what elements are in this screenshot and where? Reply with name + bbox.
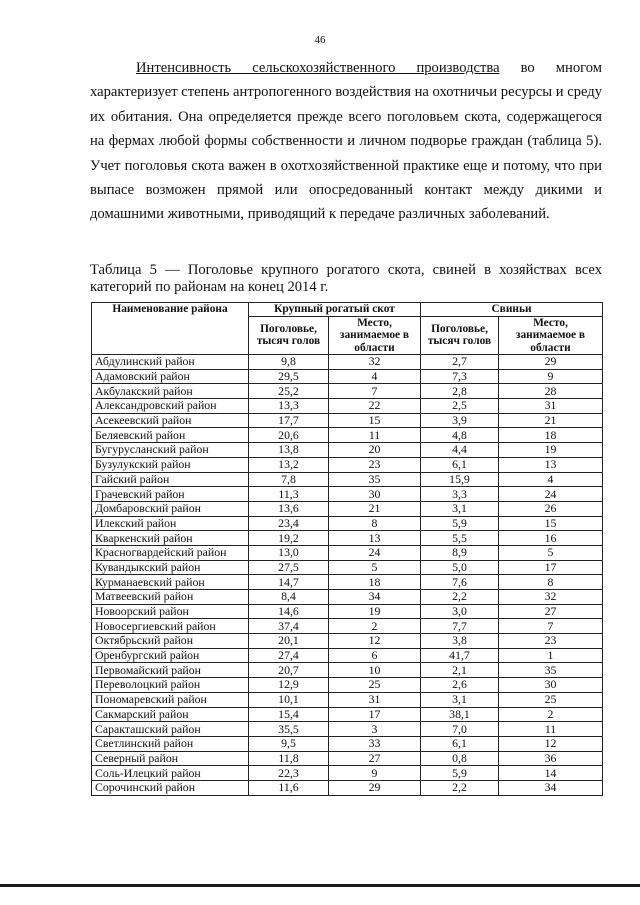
district-name-cell: Соль-Илецкий район <box>92 766 249 781</box>
cattle-rank-cell: 6 <box>329 648 421 663</box>
pigs-count-cell: 4,8 <box>421 428 499 443</box>
pigs-rank-cell: 7 <box>499 619 603 634</box>
pigs-count-cell: 2,5 <box>421 399 499 414</box>
cattle-count-cell: 9,5 <box>249 736 329 751</box>
district-name-cell: Новосергиевский район <box>92 619 249 634</box>
cattle-rank-cell: 4 <box>329 369 421 384</box>
table-row <box>92 501 603 516</box>
pigs-rank-cell: 29 <box>499 355 603 370</box>
pigs-rank-cell: 25 <box>499 692 603 707</box>
page-number: 46 <box>314 34 326 46</box>
table-row <box>92 575 603 590</box>
district-name-cell: Красногвардейский район <box>92 545 249 560</box>
cattle-count-cell: 23,4 <box>249 516 329 531</box>
paragraph-text: во многом характеризует степень антропогенного воздействия на охотничьи ресурсы и среду их обитания. Она определяется прежде всего поголовьем скота, содержащегося на фермах любой формы собственности и личном подворье граждан (таблица 5). Учет поголовья скота важен в охотхозяйственной практике еще и потому, что при выпасе возможен прямой или опосредованный контакт между дикими и домашними животными, приводящий к передаче различных заболеваний. <box>90 60 602 223</box>
cattle-rank-cell: 3 <box>329 722 421 737</box>
pigs-count-cell: 5,9 <box>421 766 499 781</box>
pigs-count-cell: 38,1 <box>421 707 499 722</box>
table-row <box>92 751 603 766</box>
pigs-rank-cell: 16 <box>499 531 603 546</box>
pigs-count-cell: 5,5 <box>421 531 499 546</box>
pigs-rank-cell: 1 <box>499 648 603 663</box>
cattle-count-cell: 14,6 <box>249 604 329 619</box>
pigs-count-cell: 7,7 <box>421 619 499 634</box>
header-pigs-group: Свиньи <box>421 303 603 317</box>
cattle-count-cell: 20,1 <box>249 634 329 649</box>
pigs-rank-cell: 13 <box>499 457 603 472</box>
pigs-count-cell: 5,0 <box>421 560 499 575</box>
cattle-rank-cell: 12 <box>329 634 421 649</box>
district-name-cell: Сакмарский район <box>92 707 249 722</box>
district-name-cell: Адамовский район <box>92 369 249 384</box>
district-name-cell: Бузулукский район <box>92 457 249 472</box>
pigs-rank-cell: 35 <box>499 663 603 678</box>
table-row <box>92 428 603 443</box>
table-row <box>92 604 603 619</box>
pigs-rank-cell: 23 <box>499 634 603 649</box>
table-row <box>92 516 603 531</box>
pigs-count-cell: 7,6 <box>421 575 499 590</box>
pigs-rank-cell: 14 <box>499 766 603 781</box>
table-row <box>92 399 603 414</box>
table-caption: Таблица 5 — Поголовье крупного рогатого скота, свиней в хозяйствах всех категорий по районам на конец 2014 г. <box>90 262 602 295</box>
pigs-rank-cell: 32 <box>499 590 603 605</box>
district-name-cell: Акбулакский район <box>92 384 249 399</box>
cattle-count-cell: 10,1 <box>249 692 329 707</box>
table-row <box>92 355 603 370</box>
pigs-count-cell: 3,0 <box>421 604 499 619</box>
table-row <box>92 472 603 487</box>
cattle-rank-cell: 20 <box>329 443 421 458</box>
cattle-count-cell: 7,8 <box>249 472 329 487</box>
pigs-rank-cell: 11 <box>499 722 603 737</box>
cattle-rank-cell: 2 <box>329 619 421 634</box>
cattle-rank-cell: 34 <box>329 590 421 605</box>
table-row <box>92 560 603 575</box>
pigs-count-cell: 4,4 <box>421 443 499 458</box>
district-name-cell: Новоорский район <box>92 604 249 619</box>
cattle-count-cell: 13,0 <box>249 545 329 560</box>
district-name-cell: Кваркенский район <box>92 531 249 546</box>
cattle-rank-cell: 30 <box>329 487 421 502</box>
table-row <box>92 692 603 707</box>
pigs-count-cell: 0,8 <box>421 751 499 766</box>
cattle-rank-cell: 13 <box>329 531 421 546</box>
pigs-count-cell: 41,7 <box>421 648 499 663</box>
district-name-cell: Кувандыкский район <box>92 560 249 575</box>
cattle-rank-cell: 10 <box>329 663 421 678</box>
cattle-count-cell: 22,3 <box>249 766 329 781</box>
cattle-count-cell: 11,6 <box>249 780 329 795</box>
table-row <box>92 443 603 458</box>
pigs-rank-cell: 26 <box>499 501 603 516</box>
pigs-rank-cell: 31 <box>499 399 603 414</box>
pigs-rank-cell: 12 <box>499 736 603 751</box>
cattle-count-cell: 11,3 <box>249 487 329 502</box>
cattle-count-cell: 25,2 <box>249 384 329 399</box>
pigs-count-cell: 2,1 <box>421 663 499 678</box>
cattle-rank-cell: 31 <box>329 692 421 707</box>
table-row <box>92 707 603 722</box>
cattle-rank-cell: 35 <box>329 472 421 487</box>
table-row <box>92 780 603 795</box>
district-name-cell: Гайский район <box>92 472 249 487</box>
table-row <box>92 766 603 781</box>
table-row <box>92 722 603 737</box>
pigs-count-cell: 3,8 <box>421 634 499 649</box>
pigs-rank-cell: 21 <box>499 413 603 428</box>
cattle-rank-cell: 21 <box>329 501 421 516</box>
cattle-rank-cell: 15 <box>329 413 421 428</box>
cattle-count-cell: 27,4 <box>249 648 329 663</box>
cattle-count-cell: 9,8 <box>249 355 329 370</box>
cattle-rank-cell: 11 <box>329 428 421 443</box>
cattle-rank-cell: 7 <box>329 384 421 399</box>
cattle-rank-cell: 32 <box>329 355 421 370</box>
header-cattle-count: Поголовье, тысяч голов <box>249 316 329 355</box>
cattle-rank-cell: 19 <box>329 604 421 619</box>
table-row <box>92 634 603 649</box>
pigs-count-cell: 7,0 <box>421 722 499 737</box>
cattle-count-cell: 35,5 <box>249 722 329 737</box>
pigs-rank-cell: 36 <box>499 751 603 766</box>
pigs-count-cell: 2,2 <box>421 590 499 605</box>
table-row <box>92 619 603 634</box>
cattle-count-cell: 13,2 <box>249 457 329 472</box>
table-row <box>92 487 603 502</box>
cattle-rank-cell: 17 <box>329 707 421 722</box>
header-pigs-count: Поголовье, тысяч голов <box>421 316 499 355</box>
pigs-rank-cell: 30 <box>499 678 603 693</box>
pigs-count-cell: 7,3 <box>421 369 499 384</box>
table-row <box>92 678 603 693</box>
cattle-count-cell: 17,7 <box>249 413 329 428</box>
table-row <box>92 369 603 384</box>
district-name-cell: Беляевский район <box>92 428 249 443</box>
table-row <box>92 736 603 751</box>
cattle-rank-cell: 24 <box>329 545 421 560</box>
pigs-rank-cell: 8 <box>499 575 603 590</box>
pigs-count-cell: 2,2 <box>421 780 499 795</box>
cattle-rank-cell: 5 <box>329 560 421 575</box>
pigs-rank-cell: 27 <box>499 604 603 619</box>
cattle-count-cell: 20,7 <box>249 663 329 678</box>
pigs-count-cell: 8,9 <box>421 545 499 560</box>
cattle-rank-cell: 23 <box>329 457 421 472</box>
table-row <box>92 590 603 605</box>
pigs-count-cell: 15,9 <box>421 472 499 487</box>
footer-divider <box>0 884 640 887</box>
district-name-cell: Бугурусланский район <box>92 443 249 458</box>
pigs-count-cell: 6,1 <box>421 736 499 751</box>
cattle-count-cell: 13,3 <box>249 399 329 414</box>
table-row <box>92 545 603 560</box>
header-cattle-group: Крупный рогатый скот <box>249 303 421 317</box>
cattle-count-cell: 8,4 <box>249 590 329 605</box>
district-name-cell: Сорочинский район <box>92 780 249 795</box>
paragraph-underlined-text: Интенсивность сельскохозяйственного производства <box>136 60 500 76</box>
table-row <box>92 531 603 546</box>
table-body <box>92 355 603 796</box>
cattle-rank-cell: 27 <box>329 751 421 766</box>
cattle-count-cell: 11,8 <box>249 751 329 766</box>
district-name-cell: Абдулинский район <box>92 355 249 370</box>
cattle-count-cell: 14,7 <box>249 575 329 590</box>
district-name-cell: Курманаевский район <box>92 575 249 590</box>
cattle-count-cell: 15,4 <box>249 707 329 722</box>
header-pigs-rank: Место, занимаемое в области <box>499 316 603 355</box>
pigs-count-cell: 6,1 <box>421 457 499 472</box>
pigs-rank-cell: 2 <box>499 707 603 722</box>
pigs-rank-cell: 18 <box>499 428 603 443</box>
header-cattle-rank: Место, занимаемое в области <box>329 316 421 355</box>
district-name-cell: Илекский район <box>92 516 249 531</box>
cattle-count-cell: 13,6 <box>249 501 329 516</box>
table-row <box>92 384 603 399</box>
cattle-count-cell: 19,2 <box>249 531 329 546</box>
pigs-rank-cell: 9 <box>499 369 603 384</box>
district-name-cell: Матвеевский район <box>92 590 249 605</box>
pigs-count-cell: 3,9 <box>421 413 499 428</box>
cattle-rank-cell: 29 <box>329 780 421 795</box>
pigs-rank-cell: 24 <box>499 487 603 502</box>
pigs-rank-cell: 19 <box>499 443 603 458</box>
table-row <box>92 663 603 678</box>
district-name-cell: Пономаревский район <box>92 692 249 707</box>
cattle-rank-cell: 18 <box>329 575 421 590</box>
district-name-cell: Северный район <box>92 751 249 766</box>
district-name-cell: Саракташский район <box>92 722 249 737</box>
pigs-rank-cell: 17 <box>499 560 603 575</box>
cattle-rank-cell: 8 <box>329 516 421 531</box>
cattle-count-cell: 20,6 <box>249 428 329 443</box>
pigs-count-cell: 2,8 <box>421 384 499 399</box>
district-name-cell: Александровский район <box>92 399 249 414</box>
pigs-count-cell: 3,3 <box>421 487 499 502</box>
cattle-count-cell: 29,5 <box>249 369 329 384</box>
district-name-cell: Грачевский район <box>92 487 249 502</box>
district-name-cell: Переволоцкий район <box>92 678 249 693</box>
cattle-count-cell: 37,4 <box>249 619 329 634</box>
body-paragraph <box>90 56 602 227</box>
pigs-rank-cell: 28 <box>499 384 603 399</box>
district-name-cell: Домбаровский район <box>92 501 249 516</box>
district-name-cell: Асекеевский район <box>92 413 249 428</box>
table-row <box>92 648 603 663</box>
pigs-count-cell: 5,9 <box>421 516 499 531</box>
pigs-count-cell: 2,7 <box>421 355 499 370</box>
table-header-row-1 <box>92 303 603 317</box>
cattle-rank-cell: 33 <box>329 736 421 751</box>
cattle-count-cell: 12,9 <box>249 678 329 693</box>
header-district: Наименование района <box>92 303 249 355</box>
pigs-rank-cell: 15 <box>499 516 603 531</box>
cattle-count-cell: 27,5 <box>249 560 329 575</box>
cattle-rank-cell: 22 <box>329 399 421 414</box>
district-name-cell: Первомайский район <box>92 663 249 678</box>
pigs-rank-cell: 4 <box>499 472 603 487</box>
district-name-cell: Оренбургский район <box>92 648 249 663</box>
pigs-rank-cell: 5 <box>499 545 603 560</box>
pigs-rank-cell: 34 <box>499 780 603 795</box>
table-row <box>92 413 603 428</box>
cattle-rank-cell: 9 <box>329 766 421 781</box>
district-name-cell: Светлинский район <box>92 736 249 751</box>
pigs-count-cell: 2,6 <box>421 678 499 693</box>
cattle-rank-cell: 25 <box>329 678 421 693</box>
pigs-count-cell: 3,1 <box>421 501 499 516</box>
cattle-count-cell: 13,8 <box>249 443 329 458</box>
district-name-cell: Октябрьский район <box>92 634 249 649</box>
pigs-count-cell: 3,1 <box>421 692 499 707</box>
livestock-table <box>91 302 603 796</box>
table-row <box>92 457 603 472</box>
